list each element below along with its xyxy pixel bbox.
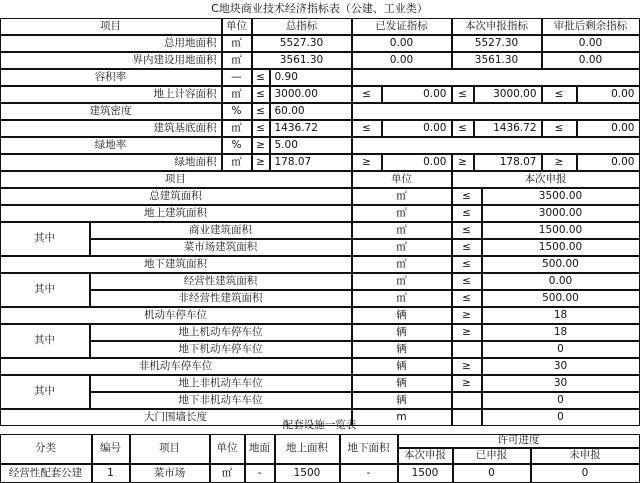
indicator-issued: 0.00: [382, 86, 452, 103]
declaration-item-value: 500.00: [482, 290, 640, 307]
declaration-item-value: 18: [482, 324, 640, 341]
indicator-empty: [352, 69, 640, 86]
declaration-item-unit: 辆: [352, 392, 452, 409]
header-remaining: 审批后剩余指标: [542, 18, 640, 35]
indicator-name: 建筑密度: [0, 103, 222, 120]
declaration-item-unit: ㎡: [352, 222, 452, 239]
declaration-item-name: 地下建筑面积: [0, 256, 352, 273]
declaration-item-name: 地下非机动车车位: [90, 392, 352, 409]
fac-cell-category: 经营性配套公建: [0, 464, 92, 483]
indicator-empty: [352, 103, 640, 120]
declaration-group-label: 其中: [0, 324, 90, 358]
fac-cell-item: 菜市场: [130, 464, 210, 483]
declaration-header-item: 项目: [0, 171, 352, 188]
indicator-op: ≤: [542, 120, 577, 137]
declaration-item-op: ≤: [452, 205, 482, 222]
declaration-item-op: ≥: [452, 307, 482, 324]
facilities-title: 配套设施一览表: [282, 418, 357, 431]
declaration-item-op: [452, 392, 482, 409]
declaration-group-label: 其中: [0, 222, 90, 256]
declaration-header-unit: 单位: [352, 171, 452, 188]
indicator-op: ≥: [542, 154, 577, 171]
declaration-item-name: 菜市场建筑面积: [90, 239, 352, 256]
fac-cell-below: -: [340, 464, 398, 483]
fac-cell-no: 1: [92, 464, 130, 483]
declaration-item-op: ≤: [452, 256, 482, 273]
declaration-item-unit: ㎡: [352, 239, 452, 256]
fac-header-unit: 单位: [210, 434, 245, 464]
indicator-op: ≤: [352, 120, 382, 137]
indicator-current: 3561.30: [452, 52, 542, 69]
indicator-name: 绿地率: [0, 137, 222, 154]
indicator-op: ≤: [352, 86, 382, 103]
indicator-op: ≥: [352, 154, 382, 171]
indicator-total: 3000.00: [270, 86, 352, 103]
fac-header-current: 本次申报: [398, 448, 453, 464]
indicator-issued: 0.00: [382, 120, 452, 137]
indicator-op: ≤: [252, 86, 270, 103]
indicator-remaining: 0.00: [542, 52, 640, 69]
indicator-remaining: 0.00: [542, 35, 640, 52]
indicator-remaining: 0.00: [577, 86, 640, 103]
declaration-item-value: 3000.00: [482, 205, 640, 222]
fac-cell-current: 1500: [398, 464, 453, 483]
declaration-item-value: 18: [482, 307, 640, 324]
fac-header-category: 分类: [0, 434, 92, 464]
declaration-item-unit: 辆: [352, 341, 452, 358]
declaration-item-unit: 辆: [352, 358, 452, 375]
indicator-current: 178.07: [474, 154, 542, 171]
fac-cell-declared: 0: [453, 464, 531, 483]
declaration-item-value: 30: [482, 375, 640, 392]
indicator-op: ≤: [252, 103, 270, 120]
indicator-op: ≥: [452, 154, 474, 171]
declaration-item-unit: 辆: [352, 307, 452, 324]
declaration-item-name: 地上机动车停车位: [90, 324, 352, 341]
indicator-unit: ㎡: [222, 35, 252, 52]
indicator-issued: 0.00: [352, 52, 452, 69]
indicator-total: 60.00: [270, 103, 352, 120]
indicator-total: 5.00: [270, 137, 352, 154]
indicator-total: 3561.30: [252, 52, 352, 69]
declaration-item-op: ≤: [452, 273, 482, 290]
indicator-unit: ㎡: [222, 120, 252, 137]
sheet-title: C地块商业技术经济指标表（公建、工业类）: [211, 2, 428, 15]
fac-header-declared: 已申报: [453, 448, 531, 464]
indicator-op: ≤: [542, 86, 577, 103]
indicator-op: ≥: [252, 137, 270, 154]
indicator-op: ≤: [452, 120, 474, 137]
declaration-item-op: ≤: [452, 188, 482, 205]
fac-cell-above: 1500: [275, 464, 340, 483]
declaration-group-label: 其中: [0, 273, 90, 307]
indicator-name: 总用地面积: [0, 35, 222, 52]
declaration-item-name: 非机动车停车位: [0, 358, 352, 375]
indicator-issued: 0.00: [382, 154, 452, 171]
indicator-name: 绿地面积: [0, 154, 222, 171]
declaration-item-unit: ㎡: [352, 256, 452, 273]
fac-cell-undeclared: 0: [531, 464, 640, 483]
indicator-name: 容积率: [0, 69, 222, 86]
indicator-remaining: 0.00: [577, 120, 640, 137]
indicator-issued: 0.00: [352, 35, 452, 52]
indicator-unit: —: [222, 69, 252, 86]
indicator-current: 5527.30: [452, 35, 542, 52]
declaration-item-value: 3500.00: [482, 188, 640, 205]
indicator-name: 界内建设用地面积: [0, 52, 222, 69]
header-current: 本次申报指标: [452, 18, 542, 35]
declaration-item-op: ≤: [452, 239, 482, 256]
declaration-item-op: ≤: [452, 222, 482, 239]
declaration-group-label: 其中: [0, 375, 90, 409]
declaration-item-value: 1500.00: [482, 239, 640, 256]
header-item: 项目: [0, 18, 222, 35]
declaration-item-unit: ㎡: [352, 205, 452, 222]
indicator-unit: %: [222, 103, 252, 120]
indicator-total: 5527.30: [252, 35, 352, 52]
header-total: 总指标: [252, 18, 352, 35]
declaration-item-op: ≥: [452, 324, 482, 341]
indicator-total: 1436.72: [270, 120, 352, 137]
indicator-name: 地上计容面积: [0, 86, 222, 103]
declaration-item-name: 商业建筑面积: [90, 222, 352, 239]
header-issued: 已发证指标: [352, 18, 452, 35]
indicator-unit: %: [222, 137, 252, 154]
fac-cell-floor: -: [245, 464, 275, 483]
declaration-item-value: 0: [482, 409, 640, 426]
fac-header-below: 地下面积: [340, 434, 398, 464]
declaration-item-value: 500.00: [482, 256, 640, 273]
indicator-op: ≤: [252, 69, 270, 86]
indicator-unit: ㎡: [222, 86, 252, 103]
declaration-item-unit: ㎡: [352, 290, 452, 307]
declaration-item-value: 0: [482, 341, 640, 358]
declaration-item-op: ≤: [452, 290, 482, 307]
indicator-op: ≤: [452, 86, 474, 103]
indicator-remaining: 0.00: [577, 154, 640, 171]
declaration-item-name: 地下机动车停车位: [90, 341, 352, 358]
header-unit: 单位: [222, 18, 252, 35]
declaration-item-op: ≥: [452, 358, 482, 375]
indicator-unit: ㎡: [222, 52, 252, 69]
declaration-item-name: 大门围墙长度: [0, 409, 352, 426]
fac-cell-unit: ㎡: [210, 464, 245, 483]
indicator-unit: ㎡: [222, 154, 252, 171]
declaration-header-value: 本次申报: [452, 171, 640, 188]
fac-header-floor: 地面: [245, 434, 275, 464]
fac-header-no: 编号: [92, 434, 130, 464]
declaration-item-unit: ㎡: [352, 273, 452, 290]
declaration-item-name: 非经营性建筑面积: [90, 290, 352, 307]
declaration-item-unit: m: [352, 409, 452, 426]
declaration-item-unit: ㎡: [352, 188, 452, 205]
indicator-op: ≥: [252, 154, 270, 171]
fac-header-above: 地上面积: [275, 434, 340, 464]
declaration-item-value: 0.00: [482, 273, 640, 290]
declaration-item-unit: 辆: [352, 324, 452, 341]
declaration-item-name: 地上非机动车车位: [90, 375, 352, 392]
declaration-item-value: 0: [482, 392, 640, 409]
fac-header-undeclared: 未申报: [531, 448, 640, 464]
declaration-item-name: 机动车停车位: [0, 307, 352, 324]
declaration-item-value: 1500.00: [482, 222, 640, 239]
declaration-item-name: 总建筑面积: [0, 188, 352, 205]
indicator-total: 178.07: [270, 154, 352, 171]
indicator-empty: [352, 137, 640, 154]
indicator-total: 0.90: [270, 69, 352, 86]
indicator-current: 1436.72: [474, 120, 542, 137]
declaration-item-name: 地上建筑面积: [0, 205, 352, 222]
indicator-current: 3000.00: [474, 86, 542, 103]
declaration-item-op: [452, 341, 482, 358]
indicator-op: ≤: [252, 120, 270, 137]
declaration-item-op: ≥: [452, 375, 482, 392]
declaration-item-name: 经营性建筑面积: [90, 273, 352, 290]
declaration-item-value: 30: [482, 358, 640, 375]
fac-header-item: 项目: [130, 434, 210, 464]
declaration-item-unit: 辆: [352, 375, 452, 392]
indicator-name: 建筑基底面积: [0, 120, 222, 137]
fac-header-permit: 许可进度: [398, 434, 640, 448]
